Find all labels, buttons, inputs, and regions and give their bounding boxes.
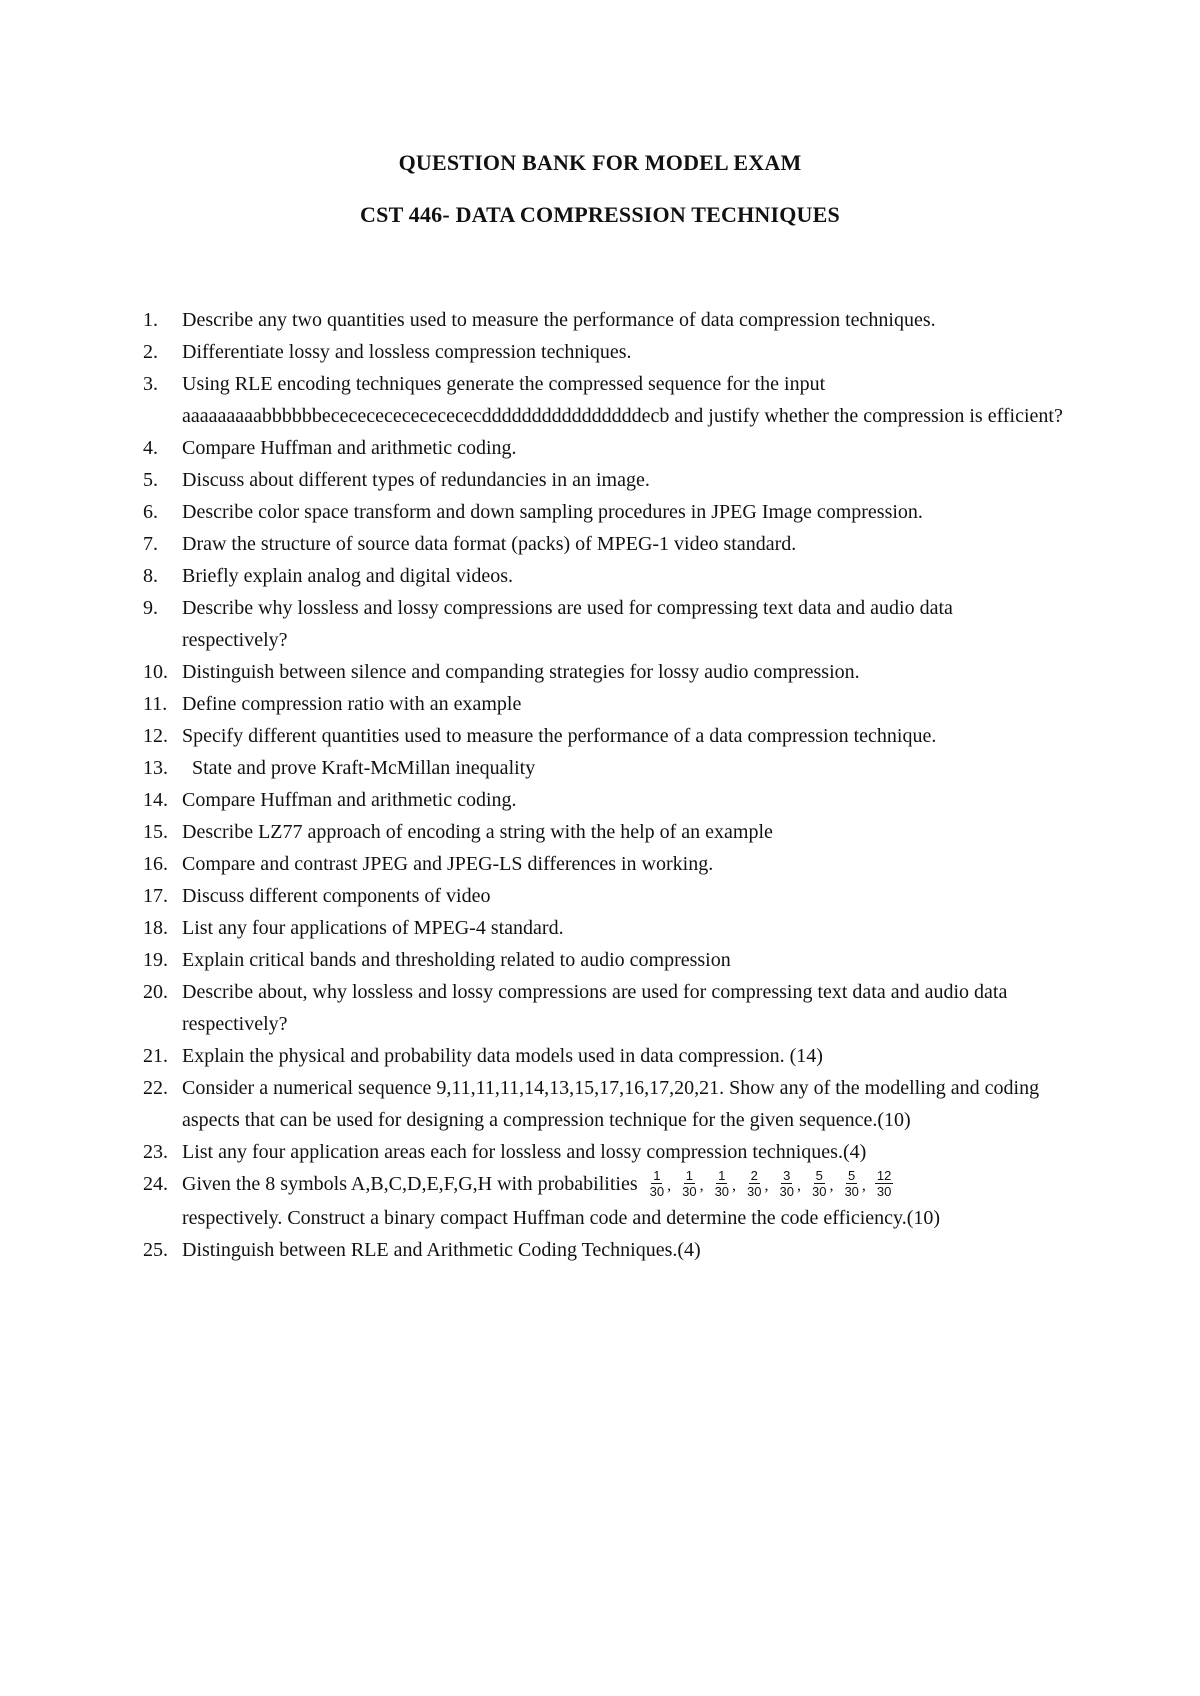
question-number: 18. <box>143 917 168 939</box>
question-text: Specify different quantities used to measure the performance of a data compression technique. <box>182 725 937 747</box>
question-item <box>143 336 1063 368</box>
fraction: $\frac{5}{30}$ <box>844 1167 859 1199</box>
question-item <box>143 720 1063 752</box>
question-number: 3. <box>143 373 158 395</box>
question-number: 17. <box>143 885 168 907</box>
question-number: 1. <box>143 309 158 331</box>
question-text: Explain the physical and probability data models used in data compression. (14) <box>182 1045 823 1067</box>
fraction: $\frac{3}{30}$ <box>779 1167 794 1199</box>
question-number: 15. <box>143 821 168 843</box>
question-item <box>143 368 1063 432</box>
question-text: Compare Huffman and arithmetic coding. <box>182 789 517 811</box>
question-item <box>143 880 1063 912</box>
question-number: 25. <box>143 1239 168 1262</box>
question-number: 7. <box>143 533 158 555</box>
question-number: 4. <box>143 437 158 459</box>
question-item <box>143 560 1063 592</box>
question-item <box>143 1072 1063 1136</box>
question-text <box>182 1168 1063 1234</box>
question-item <box>143 752 1063 784</box>
fraction: $\frac{1}{30}$ <box>682 1167 697 1199</box>
probability-fractions: $\frac{1}{30}$ , $\frac{1}{30}$ , $\frac{1}{30}$ , $\frac{2}{30}$ , $\frac{3}{30}$ , $\frac{5}{30}$ , $\frac{5}{30}$ , $\frac{12}{30}$ <box>649 1167 892 1199</box>
question-text: Compare and contrast JPEG and JPEG-LS differences in working. <box>182 853 714 875</box>
question-text: Distinguish between RLE and Arithmetic Coding Techniques.(4) <box>182 1239 701 1262</box>
question-list <box>143 304 1063 1266</box>
question-text: Discuss about different types of redundancies in an image. <box>182 469 650 491</box>
question-number: 9. <box>143 597 158 619</box>
fraction: $\frac{5}{30}$ <box>811 1167 827 1199</box>
question-item <box>143 976 1063 1040</box>
question-number: 22. <box>143 1077 168 1099</box>
question-number: 20. <box>143 981 168 1003</box>
question-text: Define compression ratio with an example <box>182 693 522 715</box>
question-item <box>143 816 1063 848</box>
question-item <box>143 784 1063 816</box>
question-item <box>143 592 1063 656</box>
question-text: Describe about, why lossless and lossy compressions are used for compressing text data and audio data respectively? <box>182 981 1008 1035</box>
question-text: Compare Huffman and arithmetic coding. <box>182 437 517 459</box>
fraction: $\frac{2}{30}$ <box>747 1167 762 1199</box>
question-text: Describe LZ77 approach of encoding a string with the help of an example <box>182 821 773 843</box>
question-item <box>143 496 1063 528</box>
question-text: Differentiate lossy and lossless compression techniques. <box>182 341 632 363</box>
question-item <box>143 688 1063 720</box>
question-number: 24. <box>143 1173 168 1195</box>
question-text: Consider a numerical sequence 9,11,11,11,14,13,15,17,16,17,20,21. Show any of the modelling and coding aspects that can be used for designing a compression technique for the given sequence.(10) <box>182 1077 1040 1131</box>
document-subtitle: CST 446- DATA COMPRESSION TECHNIQUES <box>360 202 840 227</box>
question-number: 12. <box>143 725 168 747</box>
question-item <box>143 1136 1063 1168</box>
question-text: Distinguish between silence and companding strategies for lossy audio compression. <box>182 661 860 683</box>
question-text: State and prove Kraft-McMillan inequality <box>182 757 536 779</box>
question-number: 8. <box>143 565 158 587</box>
question-text: List any four application areas each for lossless and lossy compression techniques.(4) <box>182 1141 867 1163</box>
question-text: List any four applications of MPEG-4 standard. <box>182 917 564 939</box>
question-number: 16. <box>143 853 168 875</box>
question-item <box>143 912 1063 944</box>
question-text: Describe why lossless and lossy compressions are used for compressing text data and audio data respectively? <box>182 597 953 651</box>
question-item <box>143 432 1063 464</box>
question-item <box>143 848 1063 880</box>
fraction: $\frac{1}{30}$ <box>714 1167 730 1199</box>
question-item <box>143 1040 1063 1072</box>
question-item <box>143 304 1063 336</box>
question-text: Discuss different components of video <box>182 885 491 907</box>
question-item-24 <box>143 1168 1063 1234</box>
question-text: Using RLE encoding techniques generate the compressed sequence for the input aaaaaaaaabbbbbbecececececececececddddddddddddddddecb and justify whether the compression is efficient? <box>182 373 1063 427</box>
question-number: 19. <box>143 949 168 971</box>
document-title: QUESTION BANK FOR MODEL EXAM <box>398 150 802 175</box>
question-number: 10. <box>143 661 168 683</box>
question-lead-text: Given the 8 symbols A,B,C,D,E,F,G,H with probabilities <box>182 1173 638 1195</box>
question-text: Briefly explain analog and digital videos. <box>182 565 514 587</box>
question-number: 6. <box>143 501 158 523</box>
fraction: $\frac{1}{30}$ <box>649 1167 665 1199</box>
question-text: Describe color space transform and down sampling procedures in JPEG Image compression. <box>182 501 923 523</box>
question-text: Explain critical bands and thresholding related to audio compression <box>182 949 731 971</box>
question-number: 13. <box>143 757 168 779</box>
fraction: $\frac{12}{30}$ <box>876 1167 892 1199</box>
question-number: 21. <box>143 1045 168 1067</box>
question-item <box>143 464 1063 496</box>
question-number: 2. <box>143 341 158 363</box>
question-item <box>143 944 1063 976</box>
question-item <box>143 656 1063 688</box>
question-number: 5. <box>143 469 158 491</box>
question-text: Draw the structure of source data format (packs) of MPEG-1 video standard. <box>182 533 797 555</box>
question-number: 23. <box>143 1141 168 1163</box>
question-item <box>143 528 1063 560</box>
question-number: 14. <box>143 789 168 811</box>
question-number: 11. <box>143 693 168 715</box>
question-item-25 <box>143 1234 1063 1266</box>
question-text: Describe any two quantities used to measure the performance of data compression techniques. <box>182 309 936 331</box>
question-tail-text: respectively. Construct a binary compact Huffman code and determine the code efficiency.(10) <box>182 1207 941 1230</box>
